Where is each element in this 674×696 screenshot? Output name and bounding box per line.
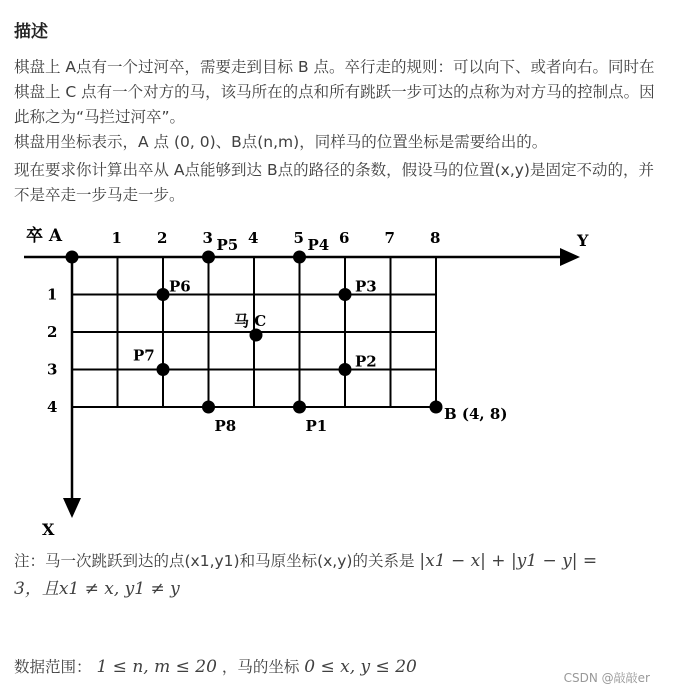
- horse-label: 马 C: [234, 312, 267, 330]
- control-point-p3: [339, 288, 352, 301]
- control-point-p8: [202, 401, 215, 414]
- page-title: 描述: [14, 22, 48, 42]
- point-a: [66, 251, 79, 264]
- range-prefix: 数据范围：: [14, 658, 92, 676]
- column-label: 7: [384, 229, 395, 247]
- column-label: 2: [157, 229, 168, 247]
- board-points: [66, 236, 508, 435]
- row-label: 3: [47, 360, 58, 379]
- control-point-p1: [293, 401, 306, 414]
- x-axis-label: X: [42, 520, 55, 537]
- column-label: 1: [111, 229, 122, 247]
- description-paragraph-2: 棋盘用坐标表示，A 点 (0, 0)、B点(n,m)，同样马的位置坐标是需要给出的。: [14, 133, 548, 151]
- y-axis-arrow: [560, 248, 580, 266]
- range-formula-2: 0 ≤ x, y ≤ 20: [304, 657, 417, 677]
- description-paragraph-3: 现在要求你计算出卒从 A点能够到达 B点的路径的条数，假设马的位置(x,y)是固定不动的，并不是卒走一步马走一步。: [14, 161, 654, 204]
- range-formula-1: 1 ≤ n, m ≤ 20: [96, 657, 217, 677]
- note-formula-1: |x1 − x| + |y1 − y| =: [419, 551, 598, 571]
- note-prefix: 注：马一次跳跃到达的点(x1,y1)和马原坐标(x,y)的关系是: [14, 552, 415, 570]
- board-diagram: [20, 222, 590, 537]
- control-point-label: P7: [133, 346, 155, 365]
- row-label: 1: [47, 285, 58, 304]
- column-label: 5: [293, 229, 304, 247]
- control-point-label: P4: [307, 236, 330, 254]
- board-axes: [24, 248, 580, 518]
- column-label: 4: [248, 229, 259, 247]
- control-point-p7: [157, 363, 170, 376]
- row-label: 2: [47, 323, 58, 341]
- control-point-p5: [202, 251, 215, 264]
- board-labels: [26, 225, 589, 537]
- data-range: [14, 655, 417, 677]
- point-b-label: B (4, 8): [444, 405, 508, 423]
- control-point-label: P8: [214, 417, 237, 435]
- control-point-label: P6: [169, 277, 191, 296]
- point-a-label: 卒 A: [26, 226, 63, 246]
- control-point-p4: [293, 251, 306, 264]
- x-axis-arrow: [63, 498, 81, 518]
- range-middle: ，马的坐标: [221, 658, 300, 676]
- control-point-p2: [339, 363, 352, 376]
- column-label: 3: [202, 229, 213, 247]
- control-point-p6: [157, 288, 170, 301]
- note-formula-2: 3，且x1 ≠ x, y1 ≠ y: [14, 579, 180, 599]
- description-paragraph-1: 棋盘上 A点有一个过河卒，需要走到目标 B 点。卒行走的规则：可以向下、或者向右。同时在棋盘上 C 点有一个对方的马，该马所在的点和所有跳跃一步可达的点称为对方马的控制点。因此称之为“马拦过河卒”。: [14, 58, 655, 126]
- horse-point: [250, 329, 263, 342]
- column-label: 8: [430, 229, 441, 247]
- y-axis-label: Y: [577, 231, 589, 250]
- control-point-label: P5: [216, 236, 239, 254]
- control-point-label: P1: [305, 417, 328, 435]
- note-text: [14, 547, 664, 603]
- watermark: CSDN @敲敲er: [563, 671, 650, 685]
- column-label: 6: [339, 229, 350, 247]
- point-b: [430, 401, 443, 414]
- control-point-label: P3: [355, 277, 377, 296]
- row-label: 4: [47, 398, 58, 416]
- control-point-label: P2: [355, 352, 377, 371]
